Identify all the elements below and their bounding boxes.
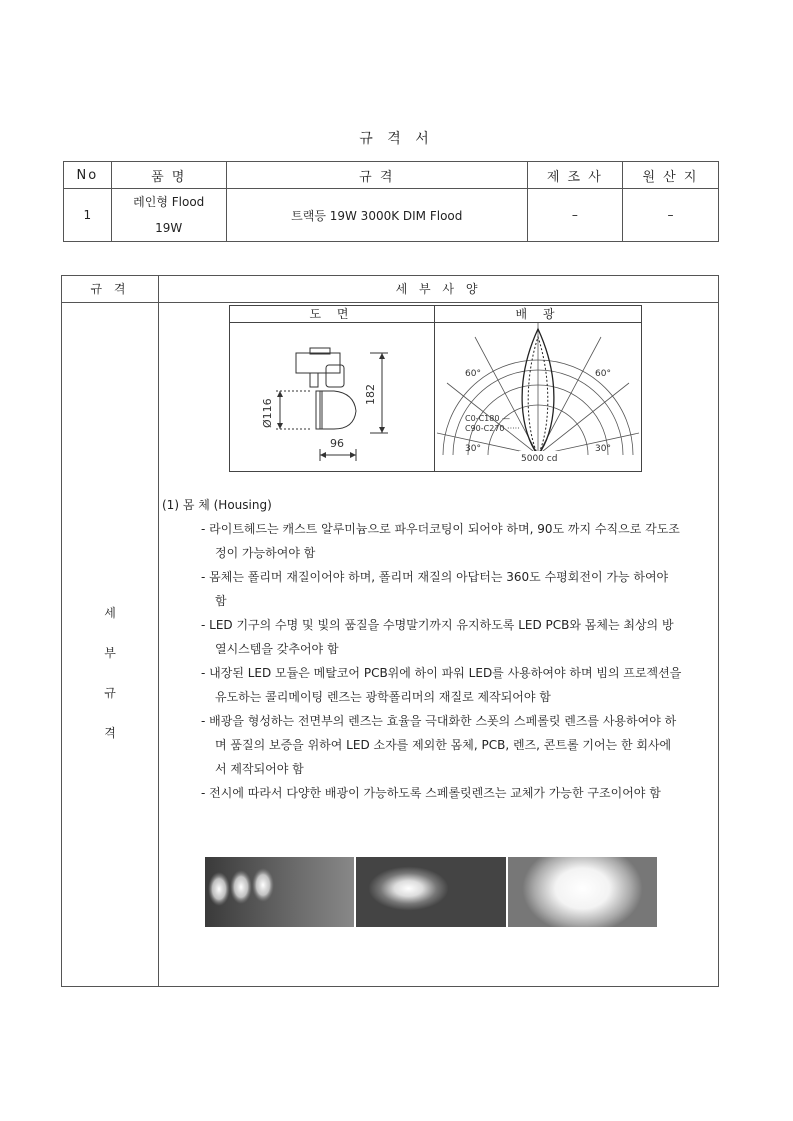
photo-strip xyxy=(205,857,657,927)
summary-header-row xyxy=(64,162,719,189)
legend-c0-c180: C0-C180 — xyxy=(465,414,510,423)
fixture-dimension-drawing xyxy=(230,323,434,471)
arm-joint xyxy=(326,365,344,387)
arm xyxy=(310,373,318,387)
drawing-caption: 도 면 xyxy=(230,306,434,323)
adapter-body xyxy=(296,353,340,373)
summary-table xyxy=(63,161,719,242)
cell-name-line1: 레인형 Flood xyxy=(133,195,205,209)
dim-diameter-label: Ø116 xyxy=(261,398,274,428)
detail-header-left: 규 격 xyxy=(62,276,159,303)
spec-item: - LED 기구의 수명 및 빛의 품질을 수명말기까지 유지하도록 LED PCB와 몸체는 최상의 방열시스템을 갖추어야 함 xyxy=(201,618,674,656)
spec-text xyxy=(162,493,682,805)
intensity-label: 5000 cd xyxy=(521,454,558,464)
medium-beam-photo xyxy=(356,857,505,927)
spec-item: - 전시에 따라서 다양한 배광이 가능하도록 스페롤릿렌즈는 교체가 가능한 구조이어야 함 xyxy=(201,786,661,800)
cell-no: 1 xyxy=(64,189,112,242)
spec-item: - 배광을 형성하는 전면부의 렌즈는 효율을 극대화한 스폿의 스페롤릿 렌즈를 사용하여야 하며 품질의 보증을 위하여 LED 소자를 제외한 몸체, PCB, 렌즈, 콘트롤 기어는 한 회사에서 제작되어야 함 xyxy=(201,714,677,776)
vertical-label xyxy=(62,593,158,753)
summary-data-row xyxy=(64,189,719,242)
cell-name xyxy=(111,189,226,242)
document-title: 규 격 서 xyxy=(359,131,434,147)
polar-light-distribution xyxy=(435,323,641,471)
spec-item: - 몸체는 폴리머 재질이어야 하며, 폴리머 재질의 아답터는 360도 수평회전이 가능 하여야 함 xyxy=(201,570,669,608)
detail-header-right: 세 부 사 양 xyxy=(159,276,718,303)
lamp-head xyxy=(320,391,356,429)
legend-c90-c270: C90-C270 ····· xyxy=(465,424,520,433)
header-spec: 규 격 xyxy=(226,162,527,189)
header-name: 품 명 xyxy=(111,162,226,189)
light-distribution-caption: 배 광 xyxy=(435,306,641,323)
cell-maker: – xyxy=(527,189,622,242)
cell-name-line2: 19W xyxy=(155,221,183,235)
angle-30-left: 30° xyxy=(465,444,481,454)
spec-item: - 라이트헤드는 캐스트 알루미늄으로 파우더코팅이 되어야 하며, 90도 까지 수직으로 각도조정이 가능하여야 함 xyxy=(201,522,680,560)
spot-photo-wall xyxy=(205,857,354,927)
header-no: No xyxy=(64,162,112,189)
cell-origin: – xyxy=(622,189,718,242)
vertical-label-char: 규 xyxy=(104,686,116,700)
header-maker: 제 조 사 xyxy=(527,162,622,189)
vertical-label-char: 세 xyxy=(104,606,116,620)
vertical-label-char: 격 xyxy=(104,726,116,740)
angle-60-left: 60° xyxy=(465,369,481,379)
spec-item: - 내장된 LED 모듈은 메탈코어 PCB위에 하이 파워 LED를 사용하여야 하며 빔의 프로젝션을 유도하는 콜리메이팅 렌즈는 광학폴리머의 재질로 제작되어야 함 xyxy=(201,666,682,704)
detail-left-column xyxy=(62,303,159,986)
lamp-back xyxy=(316,391,322,429)
drawing-box xyxy=(229,305,642,472)
section-heading: (1) 몸 체 (Housing) xyxy=(162,498,272,512)
angle-30-right: 30° xyxy=(595,444,611,454)
flood-beam-photo xyxy=(508,857,657,927)
angle-60-right: 60° xyxy=(595,369,611,379)
header-origin: 원 산 지 xyxy=(622,162,718,189)
vertical-label-char: 부 xyxy=(104,646,116,660)
cell-spec: 트랙등 19W 3000K DIM Flood xyxy=(226,189,527,242)
dim-height-label: 182 xyxy=(364,384,377,405)
dim-width-label: 96 xyxy=(330,437,344,450)
